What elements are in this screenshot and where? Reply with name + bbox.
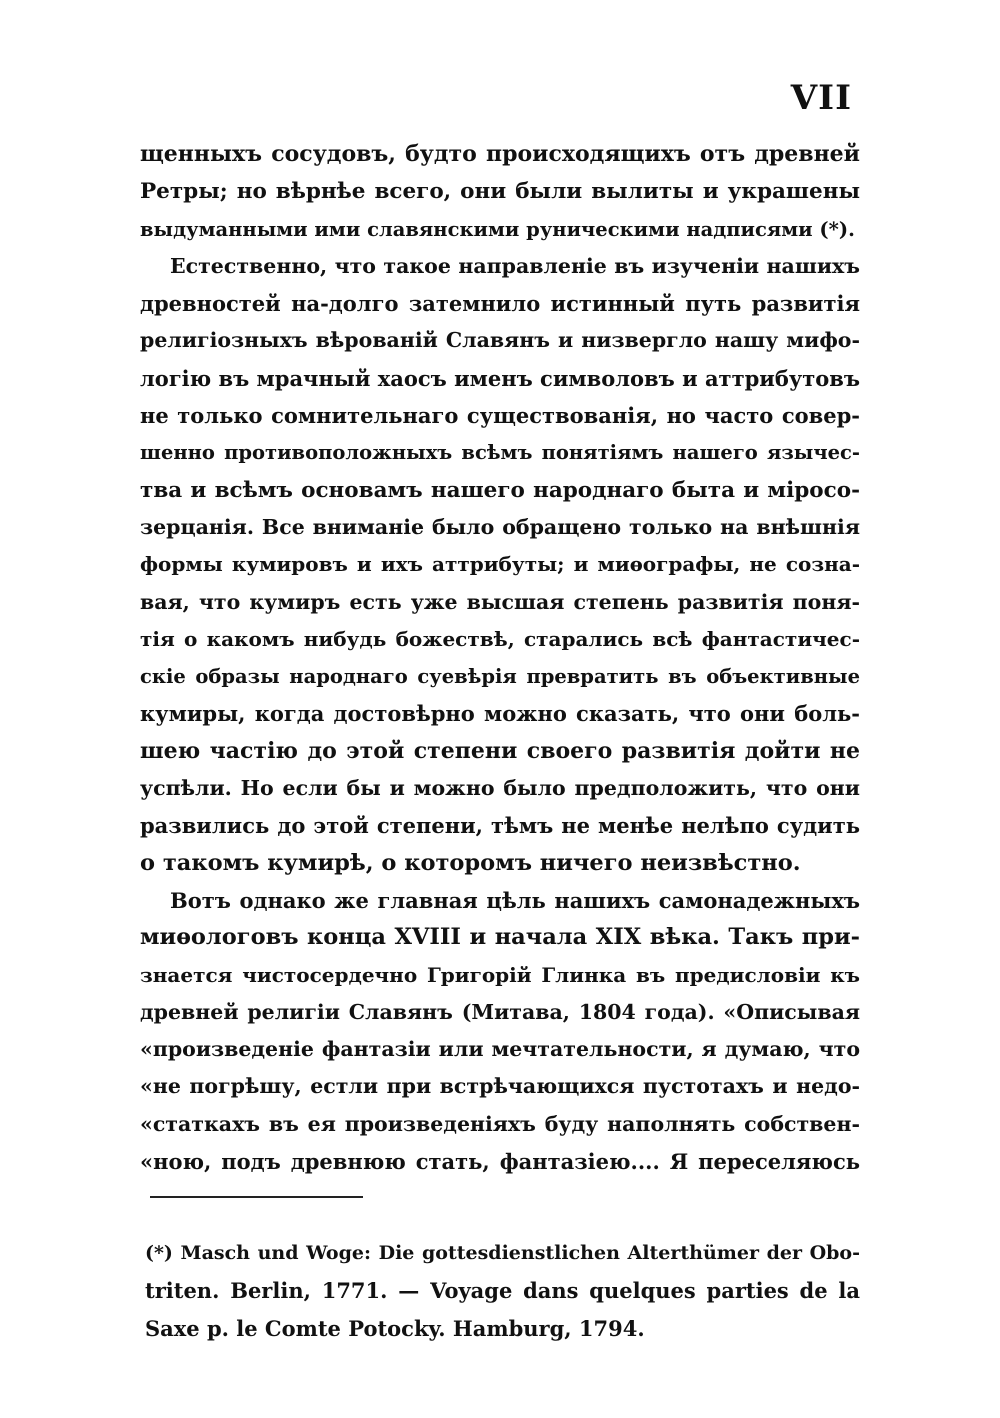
text-line: скіе образы народнаго суевѣрія превратить въ объективные (140, 665, 860, 689)
text-line: миѳологовъ конца XVIII и начала XIX вѣка. Такъ при- (140, 924, 860, 951)
text-line: о такомъ кумирѣ, о которомъ ничего неизвѣстно. (140, 849, 801, 876)
text-line: выдуманными ими славянскими руническими надписями (*). (140, 217, 855, 241)
text-line: знается чистосердечно Григорій Глинка въ предисловіи къ (140, 962, 860, 987)
text-line: успѣли. Но если бы и можно было предположить, что они (140, 776, 860, 801)
text-line: вая, что кумиръ есть уже высшая степень развитія поня- (140, 589, 860, 614)
text-line: формы кумировъ и ихъ аттрибуты; и миѳографы, не созна- (140, 552, 860, 577)
text-line: древностей на-долго затемнило истинный путь развитія (140, 291, 860, 317)
text-line: развились до этой степени, тѣмъ не менѣе нелѣпо судить (140, 813, 860, 839)
main-text (140, 136, 860, 1180)
text-line: Ретры; но вѣрнѣе всего, они были вылиты и украшены (140, 179, 860, 205)
paragraph-start-line: Естественно, что такое направленіе въ изученіи нашихъ (170, 253, 860, 278)
text-line: логію въ мрачный хаосъ именъ символовъ и аттрибутовъ (140, 365, 861, 391)
footnote-separator (150, 1196, 363, 1198)
text-line: тва и всѣмъ основамъ нашего народнаго быта и міросо- (140, 477, 860, 503)
footnote (145, 1234, 860, 1348)
text-line: не только сомнительнаго существованія, но часто совер- (140, 403, 860, 429)
paragraph-start-line: Вотъ однако же главная цѣль нашихъ самонадежныхъ (170, 887, 860, 913)
page-number: VII (790, 78, 852, 118)
footnote-line: triten. Berlin, 1771. — Voyage dans quelques parties de la (145, 1278, 860, 1303)
footnote-line: Saxe p. le Comte Potocky. Hamburg, 1794. (145, 1316, 645, 1341)
text-line: «статкахъ въ ея произведеніяхъ буду наполнять собствен- (140, 1111, 860, 1136)
text-line: религіозныхъ вѣрованій Славянъ и низвергло нашу мифо- (140, 328, 860, 353)
text-line: тія о какомъ нибудь божествѣ, старались всѣ фантастичес- (140, 626, 860, 651)
text-line: древней религіи Славянъ (Митава, 1804 года). «Описывая (140, 999, 860, 1024)
text-line: щенныхъ сосудовъ, будто происходящихъ отъ древней (140, 141, 860, 167)
text-line: «ною, подъ древнюю стать, фантазіею.... Я переселяюсь (140, 1149, 860, 1175)
text-line: «не погрѣшу, естли при встрѣчающихся пустотахъ и недо- (140, 1074, 860, 1099)
footnote-line: (*) Masch und Woge: Die gottesdienstlichen Alterthümer der Obo- (145, 1242, 860, 1264)
text-line: шею частію до этой степени своего развитія дойти не (140, 737, 860, 764)
text-line: шенно противоположныхъ всѣмъ понятіямъ нашего язычес- (140, 441, 860, 465)
text-line: «произведеніе фантазіи или мечтательности, я думаю, что (140, 1037, 860, 1062)
text-line: зерцанія. Все вниманіе было обращено только на внѣшнія (140, 514, 860, 539)
text-line: кумиры, когда достовѣрно можно сказать, что они боль- (140, 701, 860, 727)
